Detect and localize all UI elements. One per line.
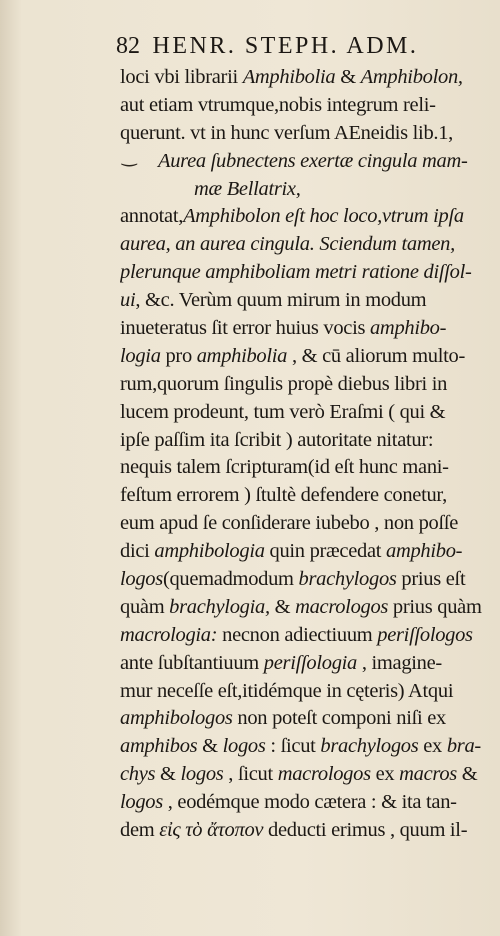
italic-text-segment: Amphibolon, (360, 66, 463, 88)
text-line (120, 203, 496, 231)
text-segment: & (197, 735, 223, 758)
italic-text-segment: plerunque amphiboliam metri ratione diſſol- (120, 261, 472, 284)
italic-text-segment: macrologos (277, 763, 371, 786)
italic-text-segment: periſſologia (263, 651, 357, 674)
text-line (120, 231, 496, 259)
text-line (120, 92, 496, 120)
text-segment: annotat, (120, 205, 184, 228)
italic-text-segment: logos (120, 568, 163, 591)
text-segment: , imagine- (357, 651, 442, 674)
text-line (120, 594, 496, 622)
italic-text-segment: macrologia: (120, 623, 218, 646)
text-segment: prius eſt (396, 568, 466, 591)
italic-text-segment: Amphibolon eſt hoc loco,vtrum ipſa (183, 205, 464, 228)
text-segment: ex (370, 763, 400, 786)
text-line (120, 761, 496, 789)
running-header (116, 33, 486, 60)
text-segment: necnon adiectiuum (217, 623, 378, 646)
italic-text-segment: macros (399, 763, 457, 786)
italic-text-segment: brachylogos (320, 735, 419, 758)
page-number: 82 (116, 33, 140, 59)
text-segment: quàm (120, 595, 170, 618)
italic-text-segment: amphibo- (369, 317, 447, 340)
text-line (120, 705, 496, 733)
text-line (120, 315, 496, 343)
text-line (120, 538, 496, 566)
text-segment: non poteſt componi niſi ex (232, 707, 446, 730)
italic-text-segment: amphibologia (154, 540, 265, 563)
text-line (120, 678, 496, 706)
text-line (120, 343, 496, 371)
text-line (120, 650, 496, 678)
text-line (120, 399, 496, 427)
text-segment: aut etiam vtrumque,nobis integrum reli- (120, 93, 436, 116)
text-line (120, 454, 496, 482)
italic-text-segment: logos (222, 735, 266, 758)
text-line (120, 566, 496, 594)
italic-text-segment: ui (120, 289, 136, 312)
text-segment: rum,quorum ſingulis propè diebus libri in (120, 372, 448, 395)
italic-text-segment: logia (120, 344, 161, 367)
text-segment: , ſicut (223, 763, 278, 786)
italic-text-segment: amphibo- (386, 540, 463, 563)
text-segment: & (155, 763, 181, 786)
text-segment: & (269, 595, 296, 618)
italic-text-segment: Amphibolia (242, 66, 336, 88)
verse-marker-ornament: ‿ (122, 146, 137, 166)
text-line (120, 120, 496, 148)
text-line (120, 287, 496, 315)
text-line (120, 482, 496, 510)
text-segment: eum apud ſe conſiderare iubebo , non poſſe (120, 512, 459, 535)
text-segment: prius quàm (388, 595, 482, 618)
text-segment: ex (418, 735, 447, 758)
text-segment: pro (160, 344, 197, 367)
running-head-title: HENR. STEPH. ADM. (152, 33, 419, 59)
text-segment: ipſe paſſim ita ſcribit ) autoritate nitatur: (120, 428, 434, 451)
text-line (120, 427, 496, 455)
italic-text-segment: macrologos (295, 595, 389, 618)
text-line (120, 148, 496, 176)
text-segment: ante ſubſtantiuum (120, 651, 264, 674)
italic-text-segment: aurea, an aurea cingula. Sciendum tamen, (120, 233, 455, 256)
text-segment: : ſicut (265, 735, 321, 758)
italic-text-segment: amphibologos (120, 707, 233, 730)
text-segment: deducti erimus , quum il- (263, 819, 468, 842)
italic-text-segment: bra- (446, 735, 481, 758)
italic-text-segment: periſſologos (377, 623, 473, 646)
italic-text-segment: logos (180, 763, 224, 786)
text-line (120, 622, 496, 650)
text-segment: lucem prodeunt, tum verò Eraſmi ( qui & (120, 400, 446, 423)
text-segment: , eodémque modo cætera : & ita tan- (162, 791, 457, 814)
text-segment: querunt. vt in hunc verſum AEneidis lib.1, (120, 121, 454, 144)
text-line (120, 510, 496, 538)
italic-text-segment: brachylogos (298, 568, 397, 591)
text-segment: nequis talem ſcripturam(id eſt hunc mani- (120, 456, 449, 479)
text-line (120, 789, 496, 817)
text-line (120, 371, 496, 399)
text-line (120, 733, 496, 761)
italic-text-segment: amphibolia (196, 344, 288, 367)
text-segment: & (335, 66, 361, 88)
text-segment: feſtum errorem ) ſtultè defendere conetur, (120, 484, 447, 507)
italic-text-segment: amphibos (120, 735, 198, 758)
italic-text-segment: brachylogia, (169, 595, 270, 618)
text-line (120, 64, 496, 92)
text-line (120, 817, 496, 845)
italic-text-segment: Aurea ſubnectens exertæ cingula mam- (158, 149, 468, 172)
text-segment: , & cū aliorum multo- (287, 344, 466, 367)
body-text (120, 64, 496, 845)
text-segment: mur neceſſe eſt,itidémque in cęteris) Atqui (120, 679, 454, 702)
text-segment: dem (120, 819, 160, 842)
text-segment: & (456, 763, 478, 786)
italic-text-segment: mæ Bellatrix, (194, 177, 301, 200)
italic-text-segment: logos (120, 791, 163, 814)
text-line (120, 176, 496, 204)
italic-text-segment: chys (120, 763, 156, 786)
text-segment: , &c. Verùm quum mirum in modum (135, 289, 427, 312)
text-segment: quin præcedat (264, 540, 386, 563)
text-segment: inueteratus ſit error huius vocis (120, 317, 370, 340)
italic-text-segment: εἰς τὸ ἄτοπον (159, 819, 264, 842)
text-segment: (quemadmodum (162, 568, 299, 591)
text-segment: dici (120, 540, 155, 563)
text-line (120, 259, 496, 287)
text-segment: loci vbi librarii (120, 66, 243, 88)
